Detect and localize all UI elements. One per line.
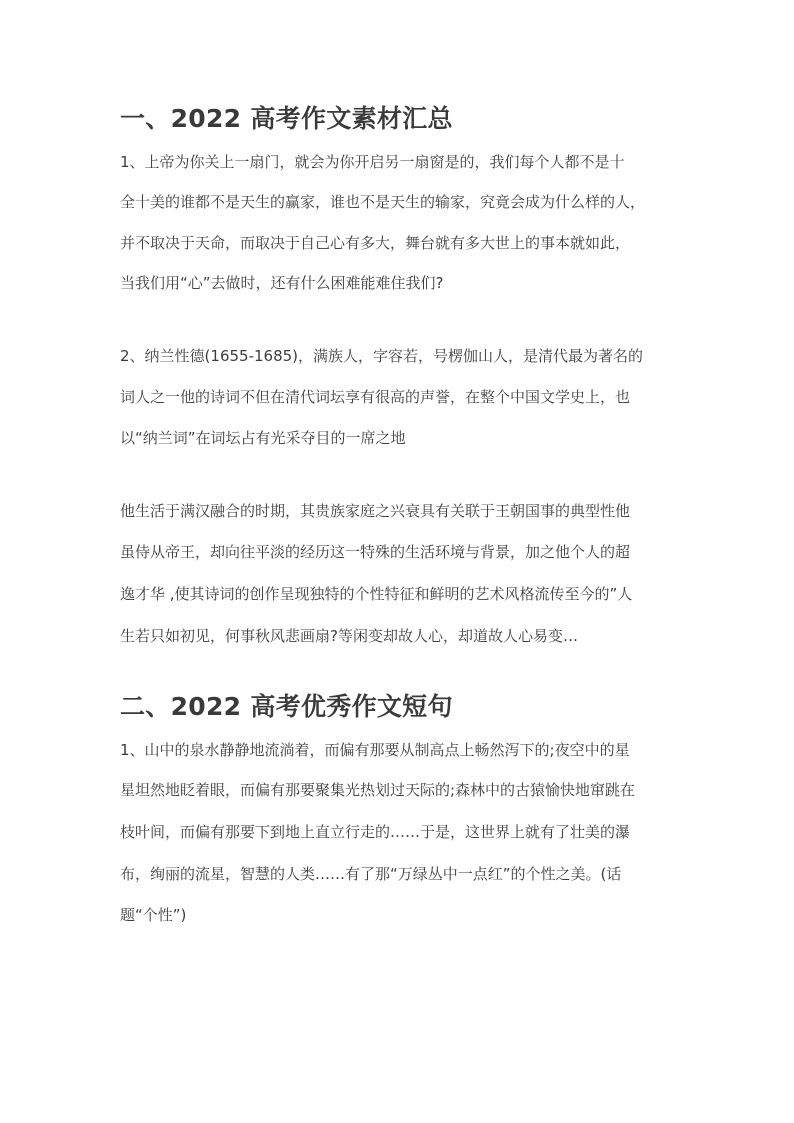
section1-item2-line: 词人之一他的诗词不但在清代词坛享有很高的声誉，在整个中国文学史上，也 xyxy=(120,388,631,406)
section1-item2-line: 以“纳兰词”在词坛占有光采夺目的一席之地 xyxy=(120,429,406,447)
section1-item3-line: 他生活于满汉融合的时期，其贵族家庭之兴衰具有关联于王朝国事的典型性他 xyxy=(120,502,631,520)
section1-item2-line: 2、纳兰性德(1655-1685)，满族人，字容若，号楞伽山人，是清代最为著名的 xyxy=(120,347,644,365)
section2-item1-line: 枝叶间，而偏有那要下到地上直立行走的……于是，这世界上就有了壮美的瀑 xyxy=(120,823,631,841)
section1-item1-line: 全十美的谁都不是天生的赢家，谁也不是天生的输家，究竟会成为什么样的人， xyxy=(120,193,646,211)
section2-item1-line: 布，绚丽的流星，智慧的人类……有了那“万绿丛中一点红”的个性之美。(话 xyxy=(120,865,622,883)
section1-item3-line: 逸才华 ,使其诗词的创作呈现独特的个性特征和鲜明的艺术风格流传至今的”人 xyxy=(120,585,633,603)
section1-item1-line: 当我们用“心”去做时，还有什么困难能难住我们? xyxy=(120,274,444,292)
section2-heading: 二、2022 高考优秀作文短句 xyxy=(120,692,453,721)
section2-item1-line: 1、山中的泉水静静地流淌着，而偏有那要从制高点上畅然泻下的;夜空中的星 xyxy=(120,741,630,759)
section1-heading: 一、2022 高考作文素材汇总 xyxy=(120,104,453,133)
section1-item1-line: 并不取决于天命，而取决于自己心有多大，舞台就有多大世上的事本就如此， xyxy=(120,234,631,252)
section2-item1-line: 题“个性”) xyxy=(120,906,187,924)
section1-item1-line: 1、上帝为你关上一扇门，就会为你开启另一扇窗是的，我们每个人都不是十 xyxy=(120,153,625,171)
section1-item3-line: 虽侍从帝王，却向往平淡的经历这一特殊的生活环境与背景，加之他个人的超 xyxy=(120,543,631,561)
section1-item3-line: 生若只如初见，何事秋风悲画扇?等闲变却故人心，却道故人心易变… xyxy=(120,627,578,645)
section2-item1-line: 星坦然地眨着眼，而偏有那要聚集光热划过天际的;森林中的古猿愉快地窜跳在 xyxy=(120,781,636,799)
